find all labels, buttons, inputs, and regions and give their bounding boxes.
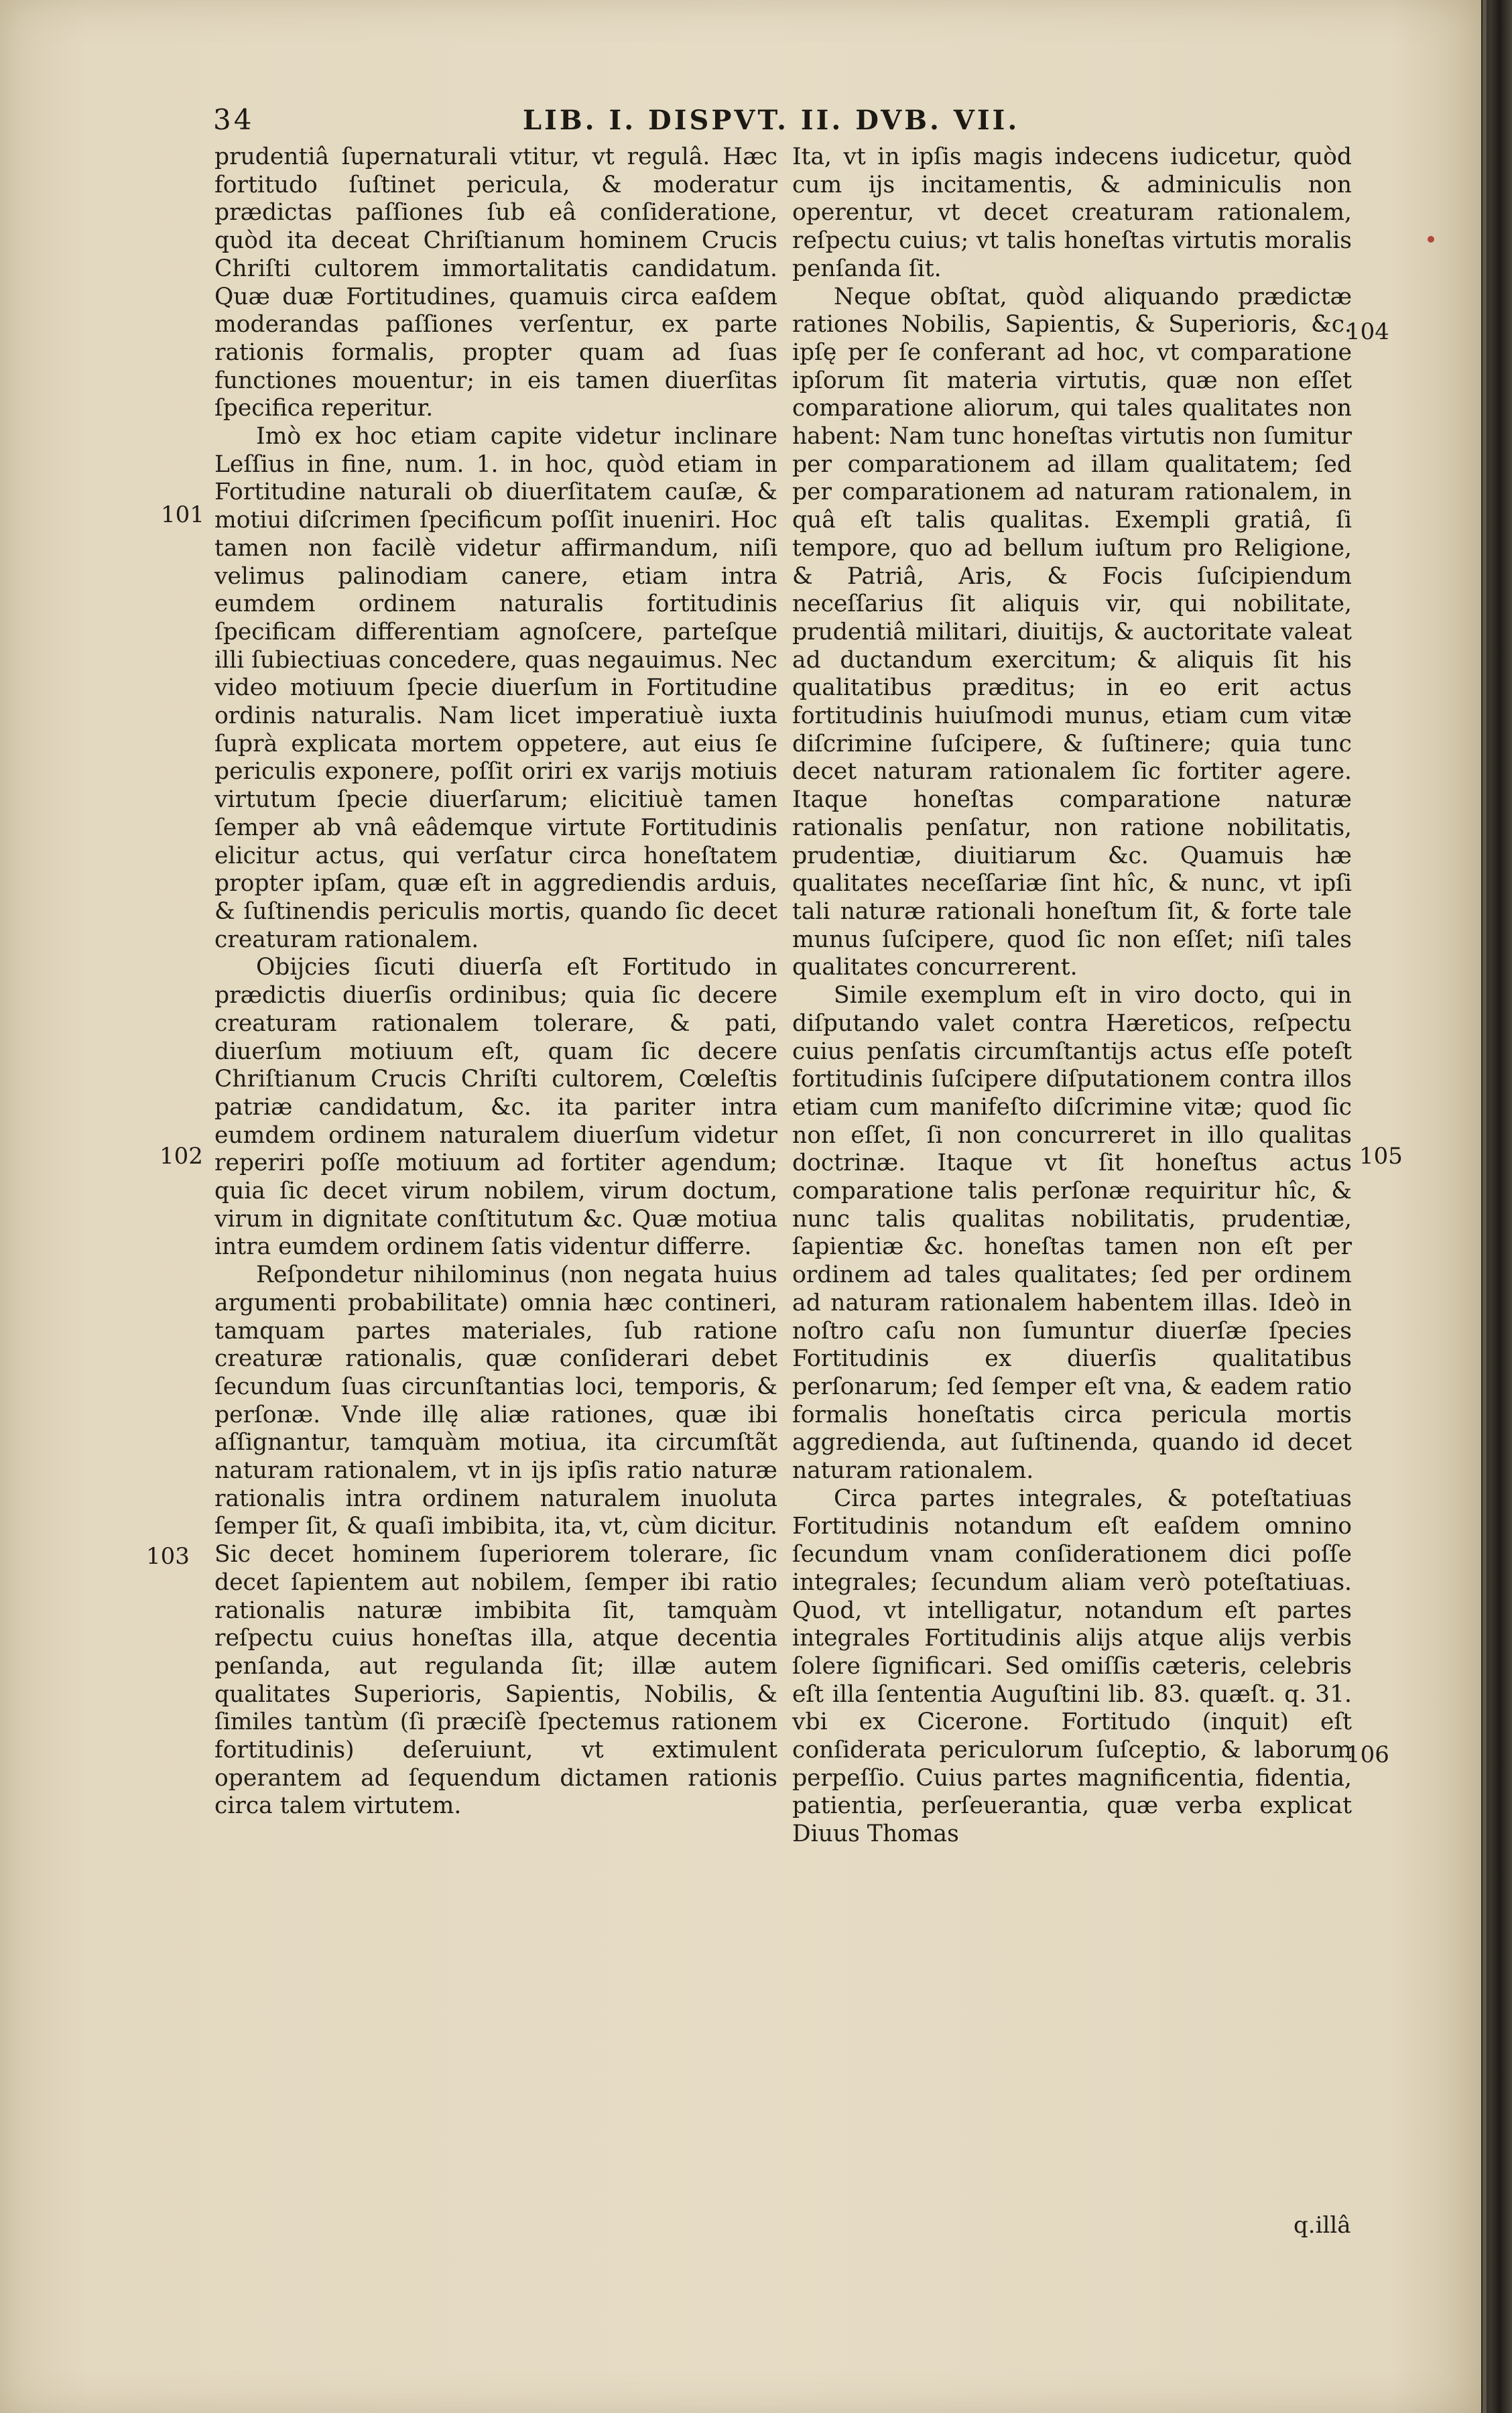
running-head [0, 99, 1481, 137]
left-paragraph-2: Imò ex hoc etiam capite videtur inclinare Leſſius in fine, num. 1. in hoc, quòd etiam in Fortitudine naturali ob diuerſitatem cauſæ, & motiui diſcrimen ſpecificum poſſit inueniri. Hoc tamen non facilè videtur affirmandum, niſi velimus palinodiam canere, etiam intra eumdem ordinem naturalis fortitudinis ſpecificam differentiam agnoſcere, parteſque illi ſubiectiuas concedere, quas negauimus. Nec video motiuum ſpecie diuerſum in Fortitudine ordinis naturalis. Nam licet imperatiuè iuxta ſuprà explicata mortem oppetere, aut eius ſe periculis exponere, poſſit oriri ex varijs motiuis virtutum ſpecie diuerſarum; elicitiuè tamen ſemper ab vnâ eâdemque virtute Fortitudinis elicitur actus, qui verſatur circa honeſtatem propter ipſam, quæ eſt in aggrediendis arduis, & ſuſtinendis periculis mortis, quando ſic decet creaturam rationalem. [214, 423, 777, 953]
book-spine-edge [1481, 0, 1512, 2413]
margin-number-101: 101 [161, 501, 204, 528]
right-paragraph-4: Circa partes integrales, & poteſtatiuas Fortitudinis notandum eſt eaſdem omnino ſecundum vnam conſiderationem dici poſſe integrales; ſecundum aliam verò poteſtatiuas. Quod, vt intelligatur, notandum eſt partes integrales Fortitudinis alijs atque alijs verbis ſolere ſignificari. Sed omiſſis cæteris, celebris eſt illa ſententia Auguſtini lib. 83. quæſt. q. 31. vbi ex Cicerone. Fortitudo (inquit) eſt conſiderata periculorum ſuſceptio, & laborum perpeſſio. Cuius partes magnificentia, fidentia, patientia, perſeuerantia, quæ verba explicat Diuus Thomas [792, 1485, 1352, 1848]
margin-number-102: 102 [160, 1143, 203, 1170]
left-paragraph-1: prudentiâ ſupernaturali vtitur, vt regulâ. Hæc fortitudo ſuſtinet pericula, & moderatur prædictas paſſiones ſub eâ conſideratione, quòd ita deceat Chriſtianum hominem Crucis Chriſti cultorem immortalitatis candidatum. Quæ duæ Fortitudines, quamuis circa eaſdem moderandas paſſiones verſentur, ex parte rationis formalis, propter quam ad ſuas functiones mouentur; in eis tamen diuerſitas ſpecifica reperitur. [214, 143, 777, 422]
left-paragraph-3: Obijcies ſicuti diuerſa eſt Fortitudo in prædictis diuerſis ordinibus; quia ſic decere creaturam rationalem tolerare, & pati, diuerſum motiuum eſt, quam ſic decere Chriſtianum Crucis Chriſti cultorem, Cœleſtis patriæ candidatum, &c. ita pariter intra eumdem ordinem naturalem diuerſum videtur reperiri poſſe motiuum ad fortiter agendum; quia ſic decet virum nobilem, virum doctum, virum in dignitate conſtitutum &c. Quæ motiua intra eumdem ordinem ſatis videntur differre. [214, 954, 777, 1261]
margin-number-104: 104 [1346, 318, 1389, 345]
right-paragraph-2: Neque obſtat, quòd aliquando prædictæ rationes Nobilis, Sapientis, & Superioris, &c. ipſę per ſe conferant ad hoc, vt comparatione ipſorum ſit materia virtutis, quæ non eſſet comparatione aliorum, qui tales qualitates non habent: Nam tunc honeſtas virtutis non ſumitur per comparationem ad illam qualitatem; ſed per comparationem ad naturam rationalem, in quâ eſt talis qualitas. Exempli gratiâ, ſi tempore, quo ad bellum iuſtum pro Religione, & Patriâ, Aris, & Focis ſuſcipiendum neceſſarius ſit aliquis vir, qui nobilitate, prudentiâ militari, diuitijs, & auctoritate valeat ad ductandum exercitum; & aliquis ſit his qualitatibus præditus; in eo erit actus fortitudinis huiuſmodi munus, etiam cum vitæ diſcrimine ſuſcipere, & ſuſtinere; quia tunc decet naturam rationalem ſic fortiter agere. Itaque honeſtas comparatione naturæ rationalis penſatur, non ratione nobilitatis, prudentiæ, diuitiarum &c. Quamuis hæ qualitates neceſſariæ ſint hîc, & nunc, vt ipſi tali naturæ rationali honeſtum ſit, & forte tale munus ſuſcipere, quod ſic non eſſet; niſi tales qualitates concurrerent. [792, 283, 1352, 981]
margin-number-105: 105 [1359, 1143, 1403, 1170]
right-paragraph-3: Simile exemplum eſt in viro docto, qui in diſputando valet contra Hæreticos, reſpectu cuius penſatis circumſtantijs actus eſſe poteſt fortitudinis ſuſcipere diſputationem contra illos etiam cum manifeſto diſcrimine vitæ; quod ſic non eſſet, ſi non concurreret in illo qualitas doctrinæ. Itaque vt ſit honeſtus actus comparatione talis perſonæ requiritur hîc, & nunc talis qualitas nobilitatis, prudentiæ, ſapientiæ &c. honeſtas tamen non eſt per ordinem ad tales qualitates; ſed per ordinem ad naturam rationalem habentem illas. Ideò in noſtro caſu non ſumuntur diuerſæ ſpecies Fortitudinis ex diuerſis qualitatibus perſonarum; ſed ſemper eſt vna, & eadem ratio formalis honeſtatis circa pericula mortis aggredienda, aut ſuſtinenda, quando id decet naturam rationalem. [792, 982, 1352, 1485]
paper-stain [1428, 236, 1434, 243]
margin-number-106: 106 [1346, 1741, 1389, 1768]
margin-number-103: 103 [146, 1543, 190, 1570]
left-column [214, 143, 777, 1820]
right-column [792, 143, 1352, 1849]
catchword: q.illâ [1294, 2212, 1351, 2239]
right-paragraph-1: Ita, vt in ipſis magis indecens iudicetur, quòd cum ijs incitamentis, & adminiculis non operentur, vt decet creaturam rationalem, reſpectu cuius; vt talis honeſtas virtutis moralis penſanda ſit. [792, 143, 1352, 282]
left-paragraph-4: Reſpondetur nihilominus (non negata huius argumenti probabilitate) omnia hæc contineri, tamquam partes materiales, ſub ratione creaturæ rationalis, quæ conſiderari debet ſecundum ſuas circunſtantias loci, temporis, & perſonæ. Vnde illę aliæ rationes, quæ ibi aſſignantur, tamquàm motiua, ita circumſtãt naturam rationalem, vt in ijs ipſis ratio naturæ rationalis intra ordinem naturalem inuoluta ſemper ſit, & quaſi imbibita, ita, vt, cùm dicitur. Sic decet hominem ſuperiorem tolerare, ſic decet ſapientem aut nobilem, ſemper ibi ratio rationalis naturæ imbibita ſit, tamquàm reſpectu cuius honeſtas illa, atque decentia penſanda, aut regulanda ſit; illæ autem qualitates Superioris, Sapientis, Nobilis, & ſimiles tantùm (ſi præciſè ſpectemus rationem fortitudinis) deſeruiunt, vt extimulent operantem ad ſequendum dictamen rationis circa talem virtutem. [214, 1261, 777, 1820]
running-title: LIB. I. DISPVT. II. DVB. VII. [523, 105, 1020, 136]
page-number: 34 [213, 103, 255, 136]
